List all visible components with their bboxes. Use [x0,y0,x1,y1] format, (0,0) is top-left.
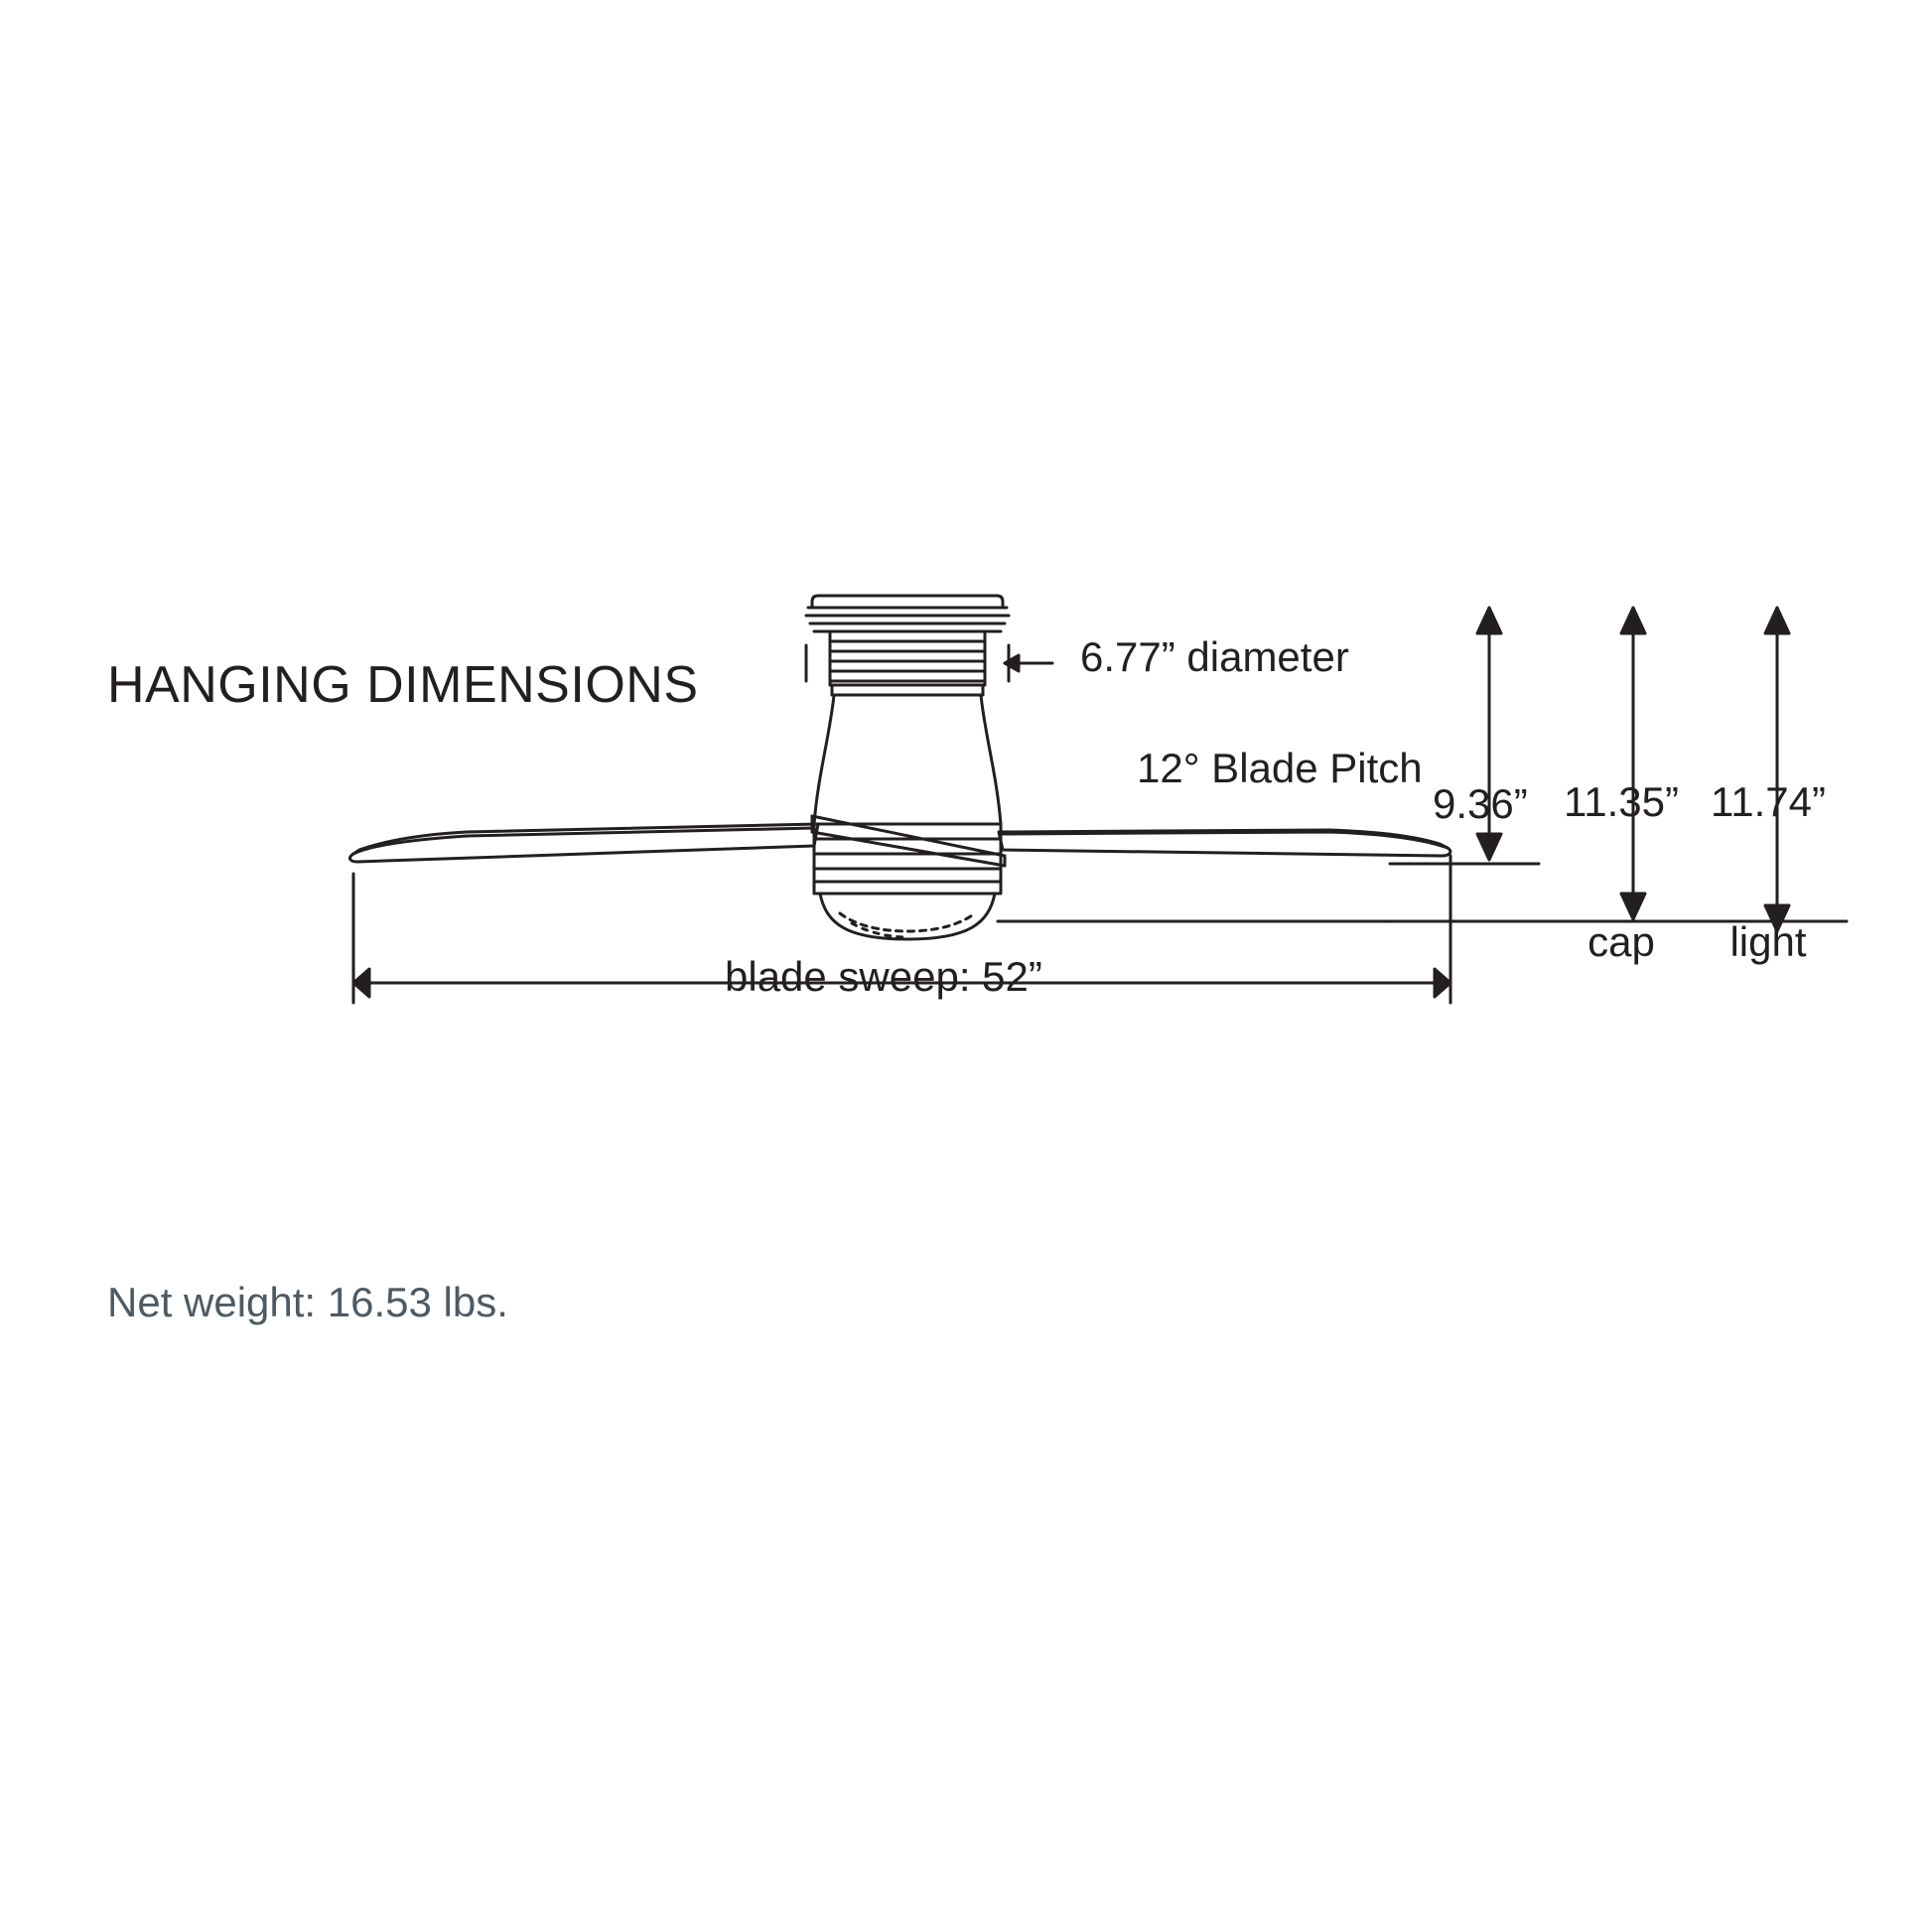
page-title: HANGING DIMENSIONS [107,656,699,714]
fan-motor-housing [806,596,1009,939]
net-weight-label: Net weight: 16.53 lbs. [107,1279,508,1325]
cap-height-value: 11.35” [1564,778,1679,826]
light-height-value: 11.74” [1711,778,1826,826]
blade-sweep-label: blade sweep: 52” [725,953,1042,1000]
blade-pitch-label: 12° Blade Pitch [1137,745,1423,791]
cap-height-label [1564,685,1679,1058]
diameter-label: 6.77” diameter [1080,633,1349,680]
light-height-label [1711,685,1826,1058]
light-height-unit: light [1729,918,1807,966]
fan-blade-left [350,824,818,862]
drop-height-label [1433,685,1528,923]
cap-height-unit: cap [1587,918,1655,966]
fan-blade-right [999,830,1450,856]
drop-height-value: 9.36” [1433,780,1528,827]
